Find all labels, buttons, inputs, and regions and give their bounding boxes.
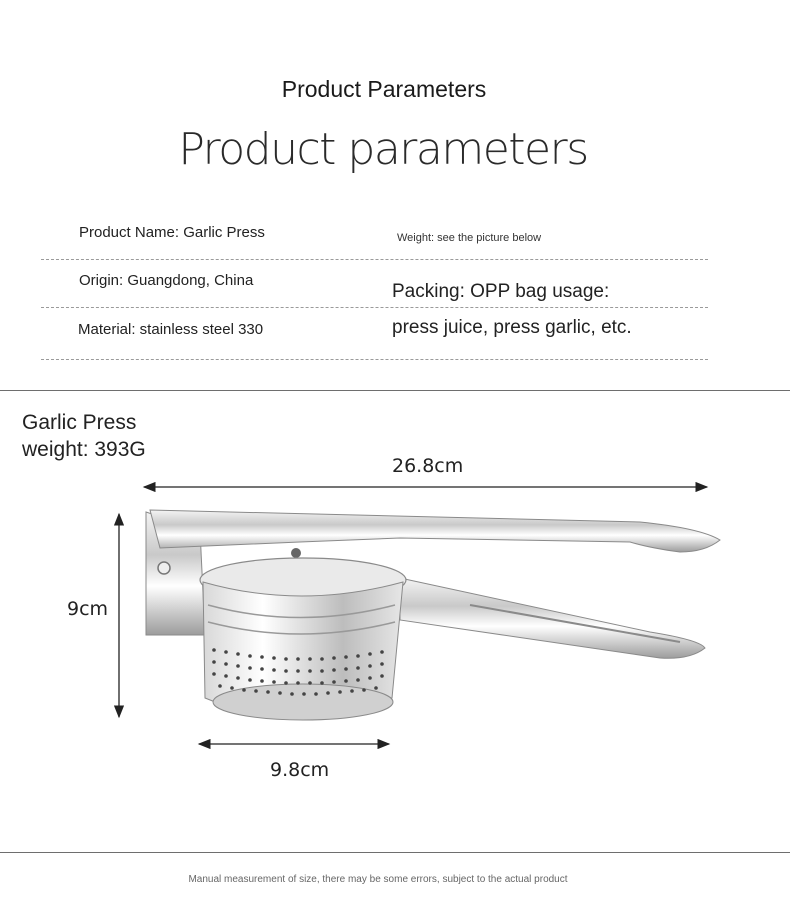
garlic-press-image — [0, 470, 790, 760]
section-subtitle: Product parameters — [178, 124, 588, 175]
param-origin: Origin: Guangdong, China — [79, 272, 254, 289]
lever-rivet — [291, 548, 301, 558]
dimension-height-label: 9cm — [67, 598, 109, 620]
param-material: Material: stainless steel 330 — [78, 321, 264, 338]
product-weight: weight: 393G — [22, 438, 146, 461]
table-divider — [41, 307, 708, 308]
param-usage: press juice, press garlic, etc. — [392, 317, 632, 338]
bottom-handle — [400, 578, 705, 658]
dimension-bowl-label: 9.8cm — [270, 759, 330, 781]
hinge-pin — [158, 562, 170, 574]
section-divider — [0, 390, 790, 391]
table-divider — [41, 259, 708, 260]
footer-note: Manual measurement of size, there may be some errors, subject to the actual product — [188, 874, 568, 885]
param-packing: Packing: OPP bag usage: — [392, 281, 610, 302]
dimension-length-label: 26.8cm — [392, 455, 464, 477]
footer-divider — [0, 852, 790, 853]
top-lever — [150, 510, 720, 552]
section-title: Product Parameters — [281, 76, 487, 102]
param-weight-note: Weight: see the picture below — [397, 232, 542, 244]
product-name: Garlic Press — [22, 411, 137, 434]
param-product-name: Product Name: Garlic Press — [79, 224, 265, 241]
table-divider — [41, 359, 708, 360]
bowl-base — [213, 684, 393, 720]
